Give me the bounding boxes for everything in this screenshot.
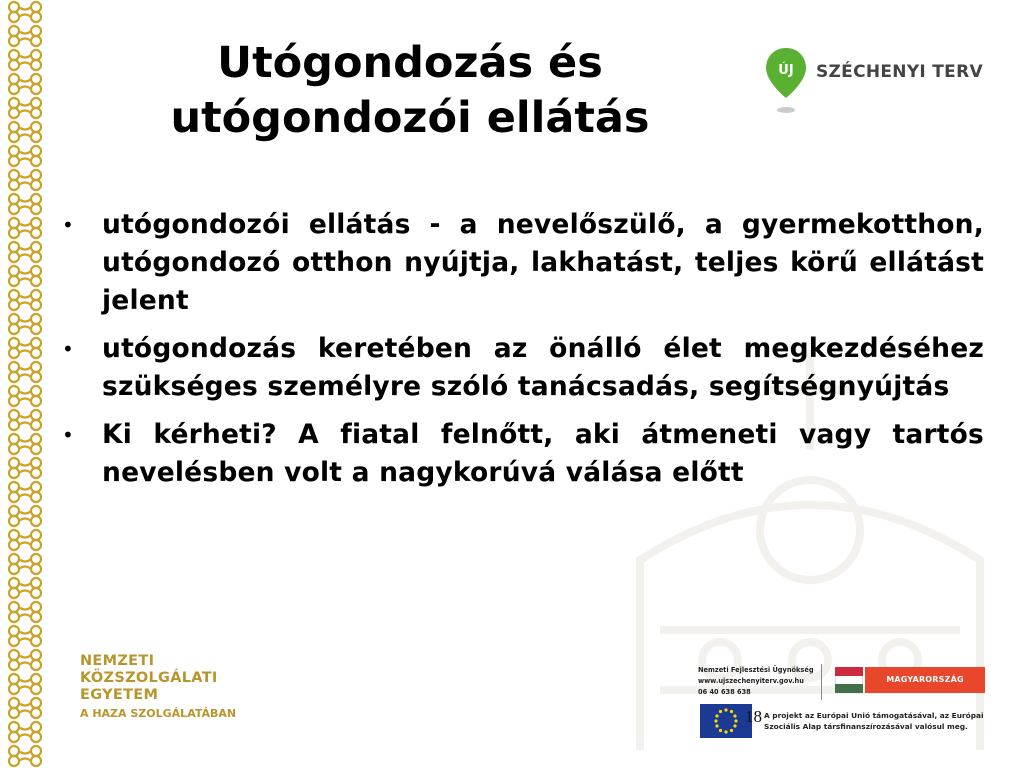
bullet-marker: • <box>62 423 74 447</box>
list-item <box>62 206 984 320</box>
slide-title-line2: utógondozói ellátás <box>170 93 650 143</box>
decorative-border <box>0 0 50 768</box>
agency-info <box>698 665 828 698</box>
szechenyi-terv-logo <box>764 42 994 114</box>
magyarorszag-megujul-banner <box>835 667 985 710</box>
university-logo <box>80 653 280 722</box>
szechenyi-terv-text: SZÉCHENYI TERV <box>816 62 983 82</box>
university-tagline: A HAZA SZOLGÁLATÁBAN <box>80 707 237 720</box>
hungarian-flag-icon <box>835 667 863 693</box>
banner-label: MAGYARORSZÁG MEGÚJUL <box>865 667 985 693</box>
university-name-line1: NEMZETI <box>80 653 155 669</box>
szechenyi-badge-text: ÚJ <box>778 63 794 78</box>
bullet-marker: • <box>62 337 74 361</box>
university-name-line2: KÖZSZOLGÁLATI <box>80 670 218 686</box>
bullet-text: utógondozói ellátás - a nevelőszülő, a gyermekotthon, utógondozó otthon nyújtja, lakhatást, teljes körű ellátást jelent <box>102 209 984 316</box>
bullet-text: Ki kérheti? A fiatal felnőtt, aki átmeneti vagy tartós nevelésben volt a nagykorúvá válása előtt <box>102 419 984 488</box>
footer-divider <box>821 664 822 700</box>
slide-title-line1: Utógondozás és <box>217 38 603 88</box>
university-name-line3: EGYETEM <box>80 687 159 703</box>
bullet-list <box>62 206 984 502</box>
agency-phone: 06 40 638 638 <box>698 688 751 696</box>
map-pin-icon <box>764 46 808 116</box>
bullet-text: utógondozás keretében az önálló élet megkezdéséhez szükséges személyre szóló tanácsadás, segítségnyújtás <box>102 333 984 402</box>
list-item <box>62 330 984 406</box>
eu-funding-note: A projekt az Európai Unió támogatásával, az Európai Szociális Alap társfinanszírozásával valósul meg. <box>764 711 984 731</box>
page-number: 18 <box>745 707 762 726</box>
list-item <box>62 416 984 492</box>
slide-title <box>70 36 750 146</box>
bullet-marker: • <box>62 213 74 237</box>
agency-name: Nemzeti Fejlesztési Ügynökség <box>698 666 814 674</box>
agency-url: www.ujszechenyiterv.gov.hu <box>698 677 804 685</box>
